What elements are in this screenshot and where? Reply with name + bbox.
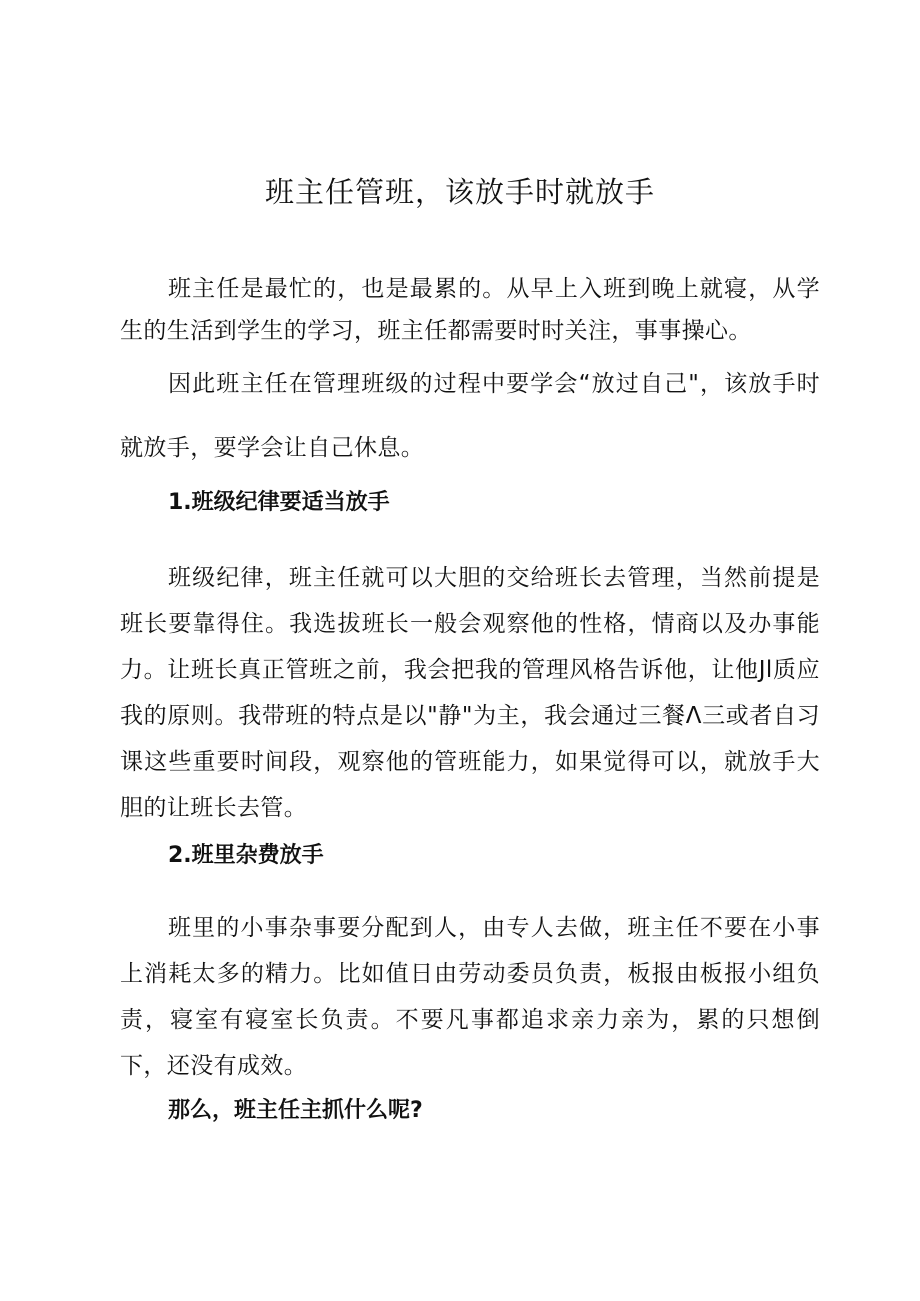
intro-paragraph-2: 因此班主任在管理班级的过程中要学会“放过自己"，该放手时就放手，要学会让自己休息。 [120, 371, 820, 461]
question-heading: 那么，班主任主抓什么呢? [168, 1098, 423, 1123]
section-1-body: 班级纪律，班主任就可以大胆的交给班长去管理，当然前提是班长要靠得住。我选拔班长一般会观察他的性格，情商以及办事能力。让班长真正管班之前，我会把我的管理风格告诉他，让他Jl质应我的原则。我带班的特点是以"静"为主，我会通过三餐Λ三或者自习课这些重要时间段，观察他的管班能力，如果觉得可以，就放手大胆的让班长去管。 [120, 565, 820, 821]
section-1-heading: 1.班级纪律要适当放手 [168, 490, 390, 515]
section-2-heading: 2.班里杂费放手 [168, 843, 324, 868]
intro-paragraph-1: 班主任是最忙的，也是最累的。从早上入班到晚上就寝，从学生的生活到学生的学习，班主任都需要时时关注，事事操心。 [120, 276, 820, 344]
document-title: 班主任管班，该放手时就放手 [264, 175, 655, 209]
section-2-body: 班里的小事杂事要分配到人，由专人去做，班主任不要在小事上消耗太多的精力。比如值日由劳动委员负责，板报由板报小组负责，寝室有寝室长负责。不要凡事都追求亲力亲为，累的只想倒下，还没有成效。 [120, 915, 820, 1079]
